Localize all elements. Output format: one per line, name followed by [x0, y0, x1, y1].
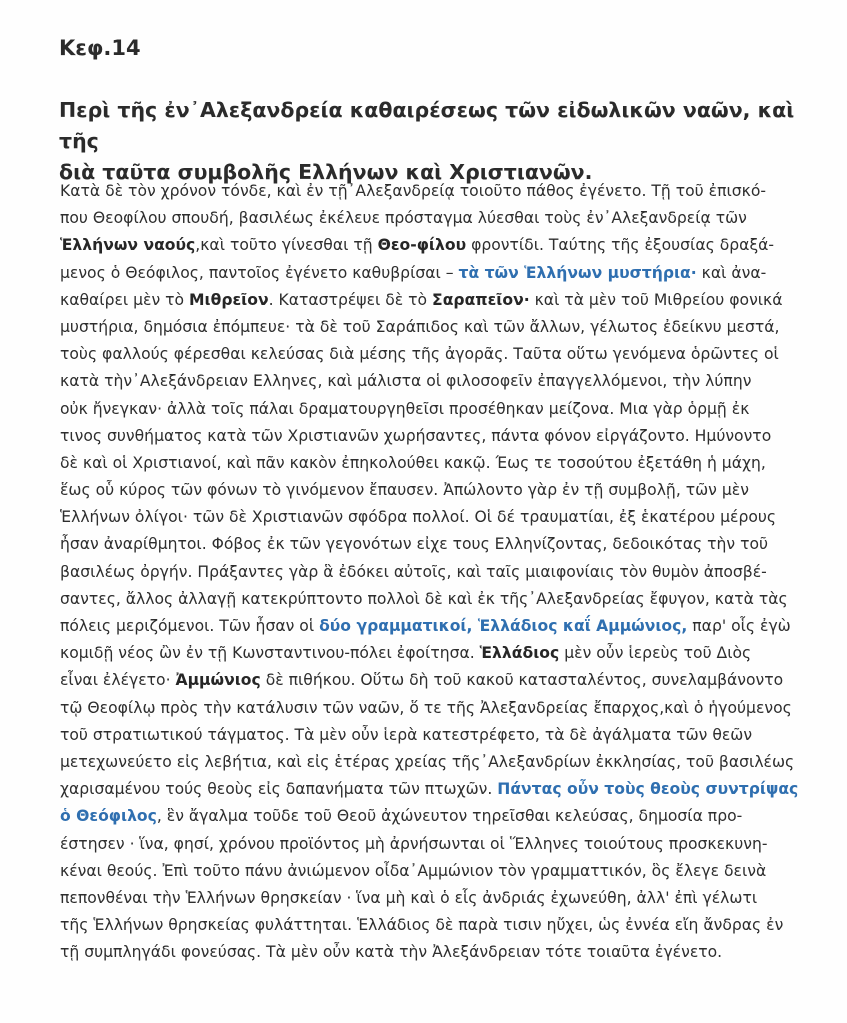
text-line: [60, 314, 800, 341]
highlighted-phrase: δύο γραμματικοί, Ἑλλάδιος καΐ Αμμώνιος,: [319, 617, 688, 635]
text-run: μὲν οὖν ἱερεὺς τοῦ Διὸς: [559, 644, 752, 663]
text-line: [60, 749, 800, 776]
text-run: Κατὰ δὲ τὸν χρόνον τόνδε, καὶ ἐν τῇ᾿Αλεξανδρείᾳ τοιοῦτο πάθος ἐγένετο. Τῇ τοῦ ἐπισκό-: [60, 182, 766, 200]
text-run: τινος συνθήματος κατὰ τῶν Χριστιανῶν χωρήσαντες, πάντα φόνον εἰργάζοντο. Ημύνοντο: [60, 426, 772, 445]
text-run: τῇ συμπληγάδι φονεύσας. Τὰ μὲν οὖν κατὰ τὴν Ἀλεξάνδρειαν τότε τοιαῦτα ἐγένετο.: [60, 943, 723, 962]
text-line: [60, 477, 800, 504]
chapter-title-line: Περὶ τῆς ἐν᾿Αλεξανδρεία καθαιρέσεως τῶν εἰδωλικῶν ναῶν, καὶ τῆς: [59, 98, 795, 153]
text-line: [60, 613, 800, 640]
text-line: [60, 831, 800, 858]
text-line: [60, 205, 800, 232]
text-run: πεπονθέναι τὴν Ἑλλήνων θρησκείαν · ἵνα μὴ καὶ ὁ εἷς ἀνδριάς ἐχωνεύθη, ἀλλ' ἐπὶ γέλωτι: [60, 888, 758, 907]
text-line: [60, 912, 800, 939]
text-run: τῷ Θεοφίλῳ πρὸς τὴν κατάλυσιν τῶν ναῶν, ὅ τε τῆς Ἀλεξανδρείας ἔπαρχος,καὶ ὁ ἡγούμενος: [60, 698, 792, 717]
bold-term: Σαραπεῖον·: [432, 290, 530, 309]
text-run: ,καὶ τοῦτο γίνεσθαι τῇ: [195, 236, 378, 255]
chapter-label: Κεφ.14: [59, 36, 141, 60]
highlighted-phrase: ὁ Θεόφιλος: [60, 807, 157, 826]
text-run: που Θεοφίλου σπουδή, βασιλέως ἐκέλευε πρόσταγμα λύεσθαι τοὺς ἐν᾿Αλεξανδρείᾳ τῶν: [60, 209, 747, 228]
body-paragraph: [60, 178, 800, 966]
text-line: [60, 531, 800, 558]
text-run: χαρισαμένου τούς θεοὺς εἰς δαπανήματα τῶν πτωχῶν.: [60, 780, 498, 799]
text-line: [60, 667, 800, 694]
text-line: [60, 559, 800, 586]
text-line: [60, 586, 800, 613]
text-run: , ἓν ἄγαλμα τοῦδε τοῦ Θεοῦ ἀχώνευτον τηρεῖσθαι κελεύσας, δημοσία προ-: [156, 807, 743, 826]
text-line: [60, 341, 800, 368]
text-line: [60, 260, 800, 287]
bold-term: Θεο-φίλου: [377, 236, 467, 255]
bold-term: Ἑλλάδιος: [479, 644, 560, 663]
text-run: Ἑλλήνων ὀλίγοι· τῶν δὲ Χριστιανῶν σφόδρα πολλοί. Οἱ δέ τραυματίαι, ἐξ ἑκατέρου μέρους: [60, 508, 777, 527]
text-run: εἶναι ἐλέγετο·: [60, 671, 176, 690]
text-run: τῆς Ἑλλήνων θρησκείας φυλάττηται. Ἑλλάδιος δὲ παρὰ τισιν ηὔχει, ὡς ἐννέα εἴη ἄνδρας ἐν: [60, 916, 784, 935]
bold-term: Ἑλλήνων ναούς: [60, 236, 196, 255]
text-run: καθαίρει μὲν τὸ: [60, 290, 190, 309]
text-run: ἦσαν ἀναρίθμητοι. Φόβος ἐκ τῶν γεγονότων εἰχε τους Ελληνίζοντας, δεδοικότας τὴν τοῦ: [60, 535, 769, 554]
text-line: [60, 287, 800, 314]
text-line: [60, 858, 800, 885]
highlighted-phrase: Πάντας οὖν τοὺς θεοὺς συντρίψας: [497, 780, 799, 799]
text-line: [60, 368, 800, 395]
text-run: καὶ τὰ μὲν τοῦ Μιθρείου φονικά: [529, 290, 783, 309]
text-line: [60, 423, 800, 450]
text-run: ἕως οὗ κύρος τῶν φόνων τὸ γινόμενον ἔπαυσεν. Ἀπώλοντο γὰρ ἐν τῇ συμβολῇ, τῶν μὲν: [60, 481, 749, 500]
text-line: [60, 396, 800, 423]
text-run: έστησεν · ἵνα, φησί, χρόνου προϊόντος μὴ ἀρνήσωνται οἱ Ἕλληνες τοιούτους προσκεκυνη-: [60, 834, 768, 853]
text-run: πόλεις μεριζόμενοι. Τῶν ἦσαν οἱ: [60, 617, 320, 635]
text-run: δὲ καὶ οἱ Χριστιανοί, καὶ πᾶν κακὸν ἐπηκολούθει κακῷ. Έως τε τοσούτου ἐξετάθη ἡ μάχη,: [60, 453, 766, 472]
text-run: κέναι θεούς. Ἐπὶ τοῦτο πάνυ ἀνιώμενον οἶδα᾿Αμμώνιον τὸν γραμματτικόν, ὃς ἔλεγε δεινὰ: [60, 861, 767, 880]
text-line: [60, 450, 800, 477]
text-line: [60, 640, 800, 667]
text-line: [60, 722, 800, 749]
text-line: [60, 695, 800, 722]
text-line: [60, 776, 800, 803]
text-line: [60, 504, 800, 531]
text-line: [60, 803, 800, 830]
text-run: μενος ὁ Θεόφιλος, παντοῖος ἐγένετο καθυβρίσαι –: [60, 263, 459, 282]
chapter-title-line: διὰ ταῦτα συμβολῆς Ελλήνων καὶ Χριστιανῶν.: [59, 160, 593, 184]
text-line: [60, 178, 800, 205]
text-run: καὶ ἀνα-: [696, 263, 767, 282]
text-run: δὲ πιθήκου. Οὕτω δὴ τοῦ κακοῦ κατασταλέντος, συνελαμβάνοντο: [260, 671, 784, 690]
text-run: μυστήρια, δημόσια ἐπόμπευε· τὰ δὲ τοῦ Σαράπιδος καὶ τῶν ἄλλων, γέλωτος ἐδείκνυ μεστά,: [60, 317, 780, 336]
chapter-title: [59, 95, 819, 188]
text-run: . Καταστρέψει δὲ τὸ: [268, 290, 433, 309]
text-run: τοὺς φαλλούς φέρεσθαι κελεύσας διὰ μέσης τῆς ἀγορᾶς. Ταῦτα οὕτω γενόμενα ὁρῶντες οἱ: [60, 345, 779, 364]
bold-term: Μιθρεῖον: [189, 290, 269, 309]
text-run: κομιδῇ νέος ὢν ἐν τῇ Κωνσταντινου-πόλει ἐφοίτησα.: [60, 644, 480, 663]
text-run: βασιλέως ὀργήν. Πράξαντες γὰρ ἃ ἐδόκει αὐτοῖς, καὶ ταῖς μιαιφονίαις τὸν θυμὸν ἀποσβέ-: [60, 562, 767, 581]
text-run: μετεχωνεύετο εἰς λεβήτια, καὶ εἰς ἑτέρας χρείας τῆς᾿Αλεξανδρίων ἐκκλησίας, τοῦ βασιλέως: [60, 752, 795, 771]
text-run: κατὰ τὴν᾿Αλεξάνδρειαν Ελληνες, καὶ μάλιστα οἱ φιλοσοφεῖν ἐπαγγελλόμενοι, τὴν λύπην: [60, 372, 752, 391]
text-run: παρ' οἷς ἐγὼ: [687, 617, 791, 635]
text-line: [60, 939, 800, 966]
text-line: [60, 232, 800, 259]
text-run: σαντες, ἄλλος ἀλλαγῇ κατεκρύπτοντο πολλοὶ δὲ καὶ ἐκ τῆς᾿Αλεξανδρείας ἔφυγον, κατὰ τὰς: [60, 589, 788, 608]
text-run: οὐκ ἤνεγκαν· ἀλλὰ τοῖς πάλαι δραματουργηθεῖσι προσέθηκαν μείζονα. Μια γὰρ ὁρμῇ ἐκ: [60, 399, 750, 418]
text-line: [60, 885, 800, 912]
text-run: φροντίδι. Ταύτης τῆς ἐξουσίας δραξά-: [466, 236, 775, 255]
text-run: τοῦ στρατιωτικού τάγματος. Τὰ μὲν οὖν ἱερὰ κατεστρέφετο, τὰ δὲ ἀγάλματα τῶν θεῶν: [60, 725, 753, 744]
highlighted-phrase: τὰ τῶν Ἑλλήνων μυστήρια·: [458, 263, 697, 282]
bold-term: Ἀμμώνιος: [175, 671, 261, 690]
